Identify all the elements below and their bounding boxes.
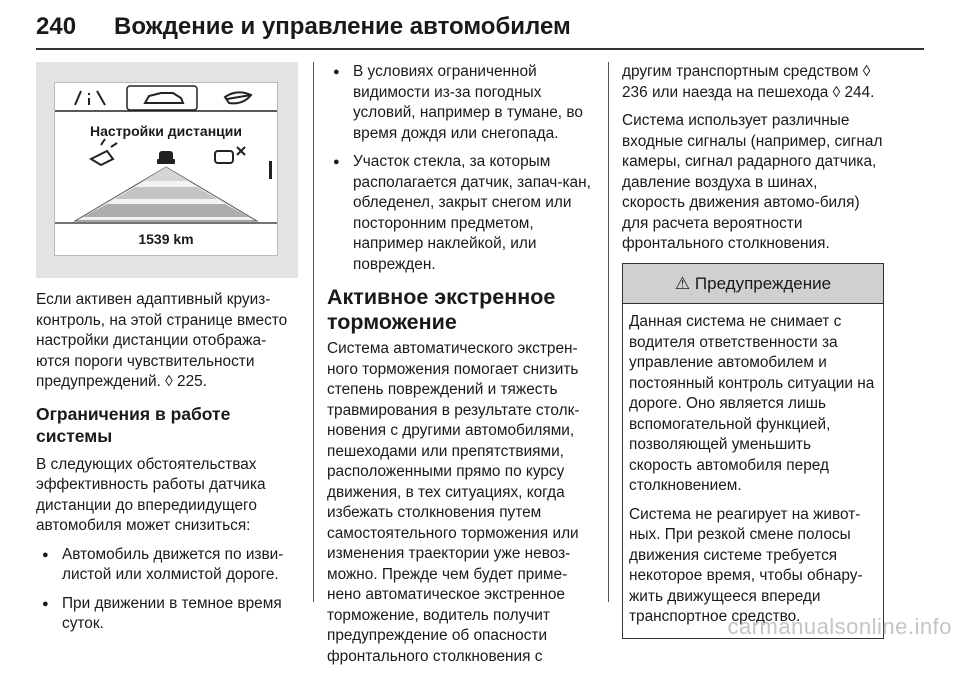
warning-triangle-icon: ⚠ [674, 273, 691, 293]
warning-body [623, 304, 883, 638]
paragraph: другим транспортным средством ◊ 236 или наезда на пешехода ◊ 244. [622, 63, 875, 101]
bullet-list [36, 545, 298, 635]
odometer-distance: 1539 km [138, 231, 194, 247]
header-rule [36, 48, 924, 50]
warning-header [623, 264, 883, 305]
section-heading: Ограничения в работе системы [36, 403, 231, 446]
column-divider [313, 62, 314, 602]
column-3 [622, 62, 884, 639]
column-2 [327, 62, 595, 675]
instrument-display [54, 82, 278, 256]
intro-paragraph: Если активен адаптивный круиз-контроль, на этой странице вместо настройки дистанции отобража-ются пороги чувствительности предупреждений. ◊ 225. [36, 291, 288, 390]
page-header [36, 0, 924, 52]
list-item: ● Автомобиль движется по изви-листой или холмистой дороге. [36, 545, 298, 586]
car-collision-icon [91, 139, 117, 165]
car-front-icon [157, 151, 175, 164]
chapter-title: Вождение и управление автомобилем [114, 13, 571, 40]
section-heading: Активное экстренное торможение [327, 285, 556, 334]
scroll-indicator [269, 161, 272, 179]
page-number: 240 [36, 13, 77, 40]
road-warning-icon [75, 91, 105, 105]
paragraph: В следующих обстоятельствах эффективность работы датчика дистанции до впередиидущего автомобиля может снизиться: [36, 455, 266, 534]
screen-title: Настройки дистанции [90, 123, 242, 139]
list-item: ● Участок стекла, за которым располагается датчик, запач-кан, обледенел, закрыт снегом или посторонним предметом, например наклейкой, или поврежден. [327, 152, 595, 275]
distance-settings-figure [36, 62, 298, 278]
vehicle-alert-icon [215, 147, 245, 163]
tab-selected-frame [127, 86, 197, 110]
bullet-list [327, 62, 595, 275]
wrench-leaf-icon [225, 92, 251, 103]
column-1 [36, 62, 298, 643]
column-divider [608, 62, 609, 602]
warning-box [622, 263, 884, 639]
paragraph: Система автоматического экстрен-ного торможения помогает снизить степень повреждений и тяжесть травмирования в результате столк-новения с другими автомобилями, пешеходами или препятствиями, расположенными прямо по курсу движения, в тех ситуациях, когда избежать столкновения путем самостоятельного торможения или изменения траектории уже невоз-можно. Прежде чем будет приме-нено автоматическое экстренное торможение, водитель получит предупреждение об опасности фронтального столкновения с [327, 340, 580, 665]
car-icon [145, 93, 183, 103]
warning-paragraph: Система не реагирует на живот-ных. При резкой смене полосы движения системе требуется некоторое время, чтобы обнару-жить движущееся впереди транспортное средство. [629, 505, 863, 625]
list-item: ● При движении в темное время суток. [36, 594, 298, 635]
warning-title: Предупреждение [694, 273, 832, 293]
list-item: ● В условиях ограниченной видимости из-за погодных условий, например в тумане, во время дождя или снегопада. [327, 62, 595, 144]
paragraph: Система использует различные входные сигналы (например, сигнал камеры, сигнал радарного датчика, давление воздуха в шинах, скорость движения автомо-биля) для расчета вероятности фронтального столкновения. [622, 112, 883, 252]
warning-paragraph: Данная система не снимает с водителя ответственности за управление автомобилем и постоянный контроль ситуации на дороге. Оно является лишь вспомогательной функцией, позволяющей уменьшить скорость автомобиля перед столкновением. [629, 313, 875, 494]
watermark: carmanualsonline.info [727, 614, 952, 639]
